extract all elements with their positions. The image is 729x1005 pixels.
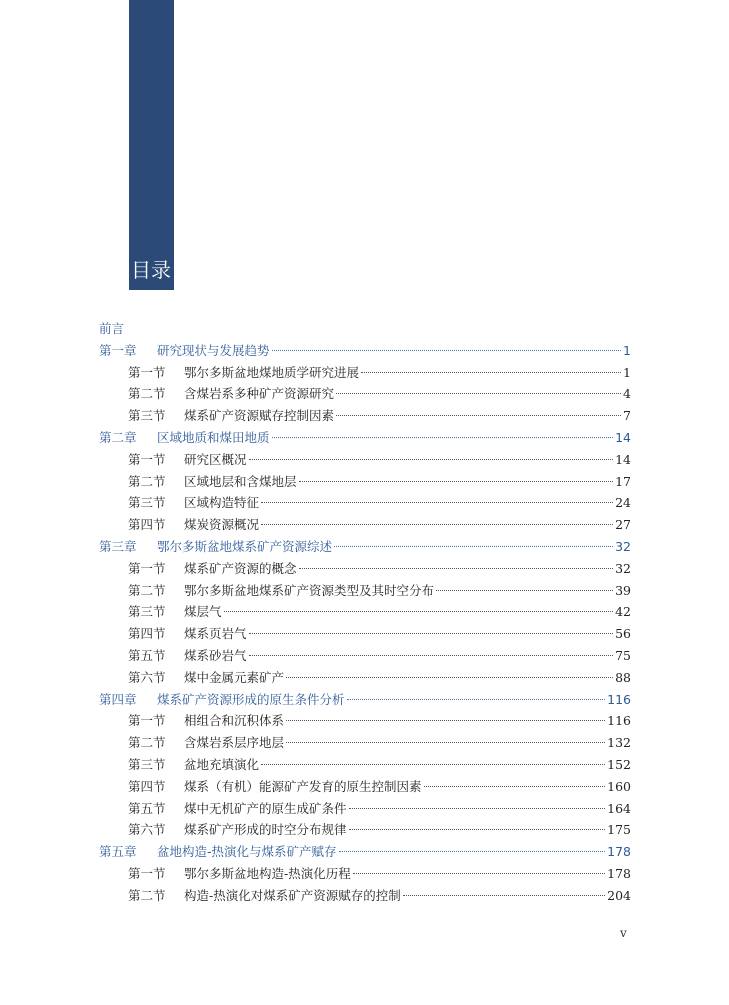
toc-section-row[interactable] [99,601,631,623]
toc-page-number: 116 [607,713,631,729]
toc-dot-leader [261,764,605,765]
toc-entry-title: 煤中金属元素矿产 [184,669,285,685]
toc-entry-title: 研究现状与发展趋势 [157,342,270,358]
toc-entry-title: 盆地构造-热演化与煤系矿产赋存 [157,844,337,860]
toc-section-row[interactable] [99,449,631,471]
toc-section-row[interactable] [99,645,631,667]
toc-entry-title: 煤层气 [184,604,222,620]
toc-entry-number: 第六节 [128,669,166,685]
toc-entry-title: 构造-热演化对煤系矿产资源赋存的控制 [184,887,401,903]
toc-entry-number: 第三章 [99,538,137,554]
toc-page-number: 32 [615,560,631,576]
toc-entry-number: 第五节 [128,647,166,663]
toc-page-number: 75 [615,647,631,663]
toc-section-row[interactable] [99,885,631,907]
toc-dot-leader [286,742,605,743]
toc-entry-title: 鄂尔多斯盆地煤系矿产资源类型及其时空分布 [184,582,435,598]
toc-dot-leader [353,873,605,874]
toc-dot-leader [224,611,614,612]
toc-entry-number: 第四节 [128,778,166,794]
toc-entry-title: 相组合和沉积体系 [184,713,285,729]
toc-page-number: 1 [623,364,631,380]
toc-entry-number: 第三节 [128,408,166,424]
toc-page-number: 88 [615,669,631,685]
toc-entry-number: 第三节 [128,604,166,620]
toc-entry-title: 盆地充填演化 [184,756,260,772]
toc-page-number: 27 [615,517,631,533]
toc-section-row[interactable] [99,819,631,841]
toc-section-row[interactable] [99,863,631,885]
toc-page-number: 14 [615,429,631,445]
toc-entry-number: 第一节 [128,713,166,729]
toc-entry-number: 第一节 [128,364,166,380]
toc-page-number: 160 [607,778,631,794]
toc-page-number: 178 [607,865,631,881]
toc-page-number: 56 [615,626,631,642]
toc-entry-number: 第二节 [128,386,166,402]
toc-dot-leader [249,633,614,634]
toc-entry-number: 第一章 [99,342,137,358]
toc-section-row[interactable] [99,776,631,798]
toc-dot-leader [336,393,621,394]
toc-page-number: 42 [615,604,631,620]
toc-dot-leader [403,895,605,896]
toc-section-row[interactable] [99,798,631,820]
toc-entry-title: 区域构造特征 [184,495,260,511]
toc-entry-title: 煤系矿产资源形成的原生条件分析 [157,691,345,707]
toc-dot-leader [361,372,621,373]
toc-section-row[interactable] [99,580,631,602]
toc-page-number: 4 [623,386,631,402]
toc-entry-number: 第二节 [128,887,166,903]
toc-page-number: 24 [615,495,631,511]
toc-entry-title: 研究区概况 [184,451,247,467]
toc-section-row[interactable] [99,623,631,645]
toc-page-number: 132 [607,735,631,751]
toc-entry-title: 含煤岩系多种矿产资源研究 [184,386,335,402]
toc-dot-leader [334,546,613,547]
toc-entry-title: 煤中无机矿产的原生成矿条件 [184,800,347,816]
toc-dot-leader [261,524,613,525]
toc-entry-number: 第六节 [128,822,166,838]
toc-section-row[interactable] [99,558,631,580]
toc-entry-number: 第一节 [128,451,166,467]
toc-chapter-row[interactable] [99,536,631,558]
toc-section-row[interactable] [99,754,631,776]
toc-entry-title: 煤系（有机）能源矿产发育的原生控制因素 [184,778,422,794]
toc-section-row[interactable] [99,405,631,427]
toc-dot-leader [249,655,614,656]
toc-entry-number: 第二节 [128,735,166,751]
toc-chapter-row[interactable] [99,340,631,362]
toc-dot-leader [272,437,614,438]
page-number: v [620,926,627,940]
toc-entry-title: 煤系矿产形成的时空分布规律 [184,822,347,838]
toc-dot-leader [349,808,606,809]
toc-page-number: 7 [623,408,631,424]
toc-dot-leader [286,677,613,678]
table-of-contents [99,318,631,907]
toc-chapter-row[interactable] [99,427,631,449]
toc-entry-title: 鄂尔多斯盆地构造-热演化历程 [184,865,351,881]
toc-entry-title: 区域地层和含煤地层 [184,473,297,489]
toc-section-row[interactable] [99,514,631,536]
toc-entry-title: 鄂尔多斯盆地煤系矿产资源综述 [157,538,333,554]
toc-section-row[interactable] [99,471,631,493]
toc-entry-number: 第二章 [99,429,137,445]
toc-entry-number: 第五节 [128,800,166,816]
toc-page-number: 39 [615,582,631,598]
toc-entry-title: 含煤岩系层序地层 [184,735,285,751]
toc-entry-title: 煤系砂岩气 [184,647,247,663]
toc-entry-title: 煤系矿产资源赋存控制因素 [184,408,335,424]
toc-entry-number: 第四节 [128,626,166,642]
toc-dot-leader [299,568,614,569]
toc-front-row[interactable] [99,318,631,340]
toc-section-row[interactable] [99,362,631,384]
toc-chapter-row[interactable] [99,689,631,711]
toc-dot-leader [339,851,606,852]
toc-entry-title: 区域地质和煤田地质 [157,429,270,445]
toc-entry-number: 第四章 [99,691,137,707]
toc-dot-leader [349,829,606,830]
toc-entry-number: 第一节 [128,560,166,576]
toc-dot-leader [436,590,613,591]
toc-entry-title: 煤系矿产资源的概念 [184,560,297,576]
toc-section-row[interactable] [99,492,631,514]
toc-page-number: 178 [607,844,631,860]
toc-dot-leader [286,720,605,721]
toc-chapter-row[interactable] [99,841,631,863]
toc-entry-title: 鄂尔多斯盆地煤地质学研究进展 [184,364,360,380]
toc-entry-title: 煤系页岩气 [184,626,247,642]
toc-dot-leader [272,350,622,351]
toc-page-number: 116 [607,691,631,707]
toc-page-number: 1 [623,342,631,358]
toc-page-number: 204 [607,887,631,903]
toc-page-number: 164 [607,800,631,816]
toc-page-number: 152 [607,756,631,772]
toc-dot-leader [299,481,614,482]
toc-section-row[interactable] [99,732,631,754]
toc-entry-number: 第一节 [128,865,166,881]
toc-entry-number: 第三节 [128,495,166,511]
toc-entry-number: 第二节 [128,582,166,598]
toc-dot-leader [424,786,606,787]
toc-entry-number: 第四节 [128,517,166,533]
toc-section-row[interactable] [99,383,631,405]
toc-dot-leader [261,502,613,503]
toc-entry-number: 第三节 [128,756,166,772]
toc-entry-title: 前言 [99,321,125,336]
toc-dot-leader [336,415,621,416]
toc-page-number: 14 [615,451,631,467]
toc-dot-leader [249,459,614,460]
page-title: 目录 [131,258,171,282]
toc-entry-number: 第二节 [128,473,166,489]
toc-entry-number: 第五章 [99,844,137,860]
toc-entry-title: 煤炭资源概况 [184,517,260,533]
toc-section-row[interactable] [99,710,631,732]
toc-page-number: 17 [615,473,631,489]
toc-section-row[interactable] [99,667,631,689]
toc-page-number: 175 [607,822,631,838]
toc-page-number: 32 [615,538,631,554]
title-banner [129,0,174,290]
toc-dot-leader [347,699,606,700]
